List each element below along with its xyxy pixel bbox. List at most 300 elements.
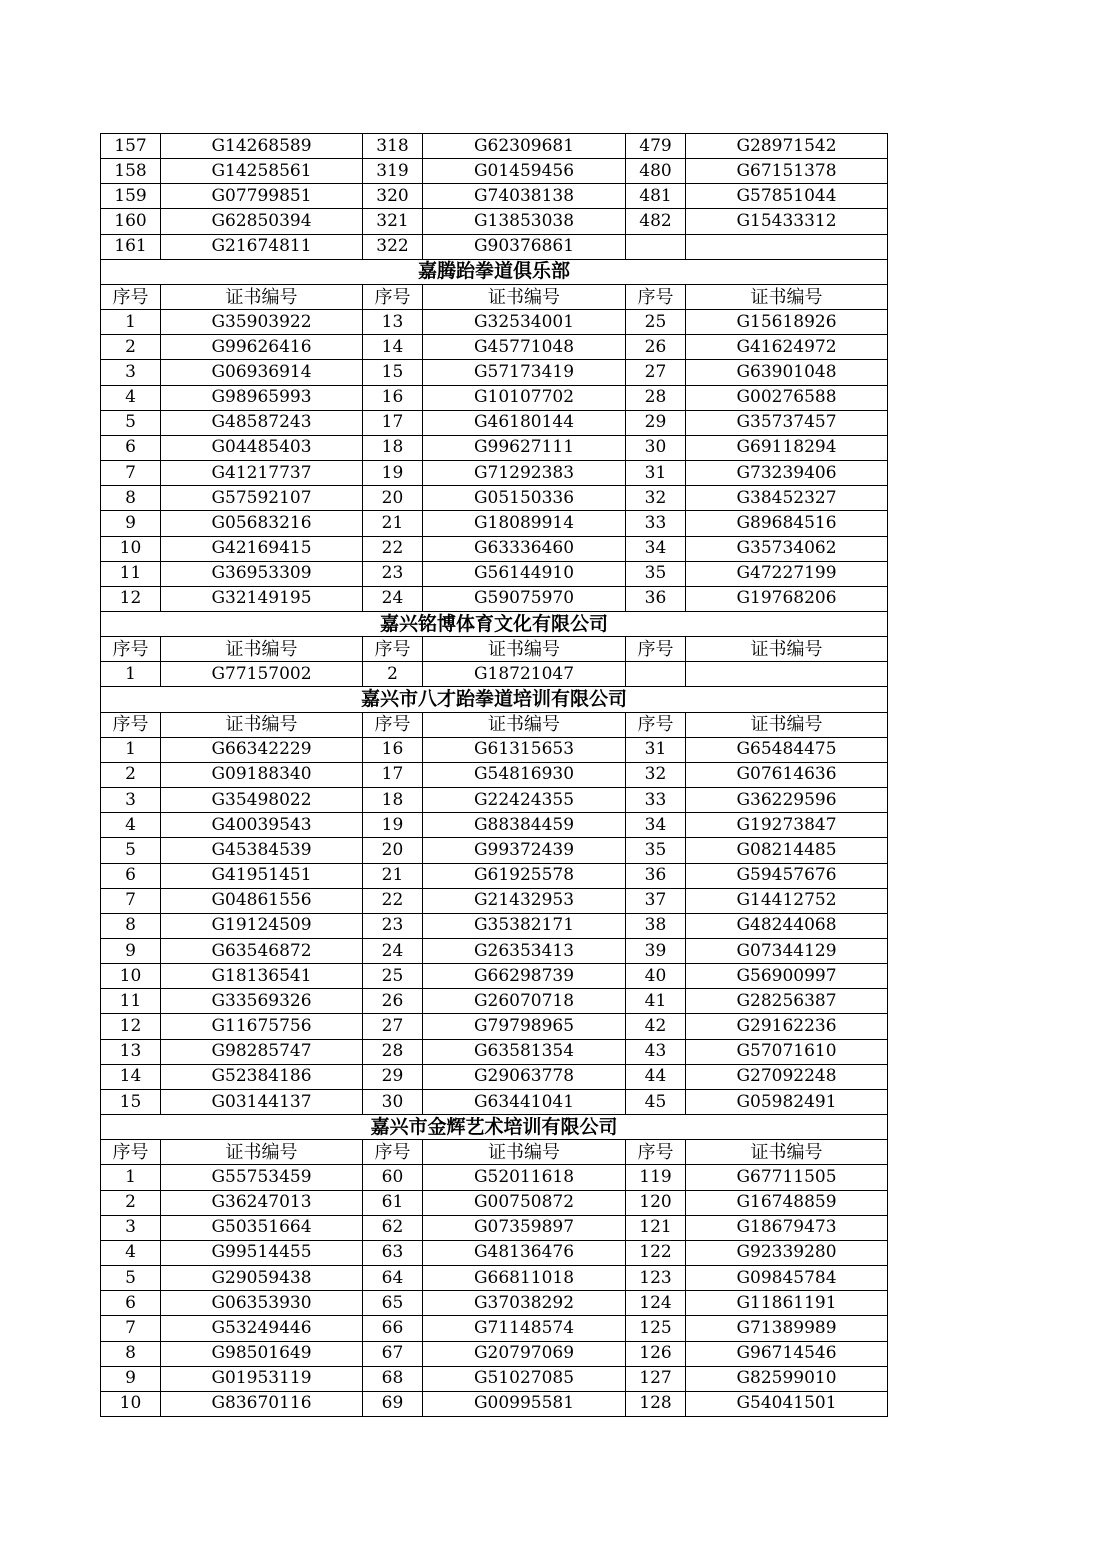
serial-number-cell: 29 xyxy=(626,410,686,435)
serial-number-cell: 37 xyxy=(626,888,686,913)
serial-number-cell: 66 xyxy=(363,1316,423,1341)
header-row xyxy=(101,712,888,737)
certificate-header: 证书编号 xyxy=(686,1140,888,1165)
table-row xyxy=(101,184,888,209)
serial-number-cell: 23 xyxy=(363,561,423,586)
certificate-number-cell: G08214485 xyxy=(686,838,888,863)
table-row xyxy=(101,939,888,964)
serial-number-cell: 9 xyxy=(101,1366,161,1391)
certificate-number-cell: G54041501 xyxy=(686,1391,888,1416)
serial-number-cell: 25 xyxy=(626,310,686,335)
serial-number-cell: 27 xyxy=(363,1014,423,1039)
certificate-number-cell: G59075970 xyxy=(423,586,626,611)
serial-number-cell: 11 xyxy=(101,561,161,586)
certificate-number-cell: G19273847 xyxy=(686,813,888,838)
serial-number-cell: 11 xyxy=(101,989,161,1014)
serial-number-cell: 36 xyxy=(626,586,686,611)
serial-number-cell: 120 xyxy=(626,1190,686,1215)
certificate-number-cell: G18679473 xyxy=(686,1215,888,1240)
serial-number-cell: 127 xyxy=(626,1366,686,1391)
serial-number-cell: 157 xyxy=(101,134,161,159)
serial-number-cell: 24 xyxy=(363,939,423,964)
certificate-number-cell: G98965993 xyxy=(161,385,363,410)
certificate-number-cell: G33569326 xyxy=(161,989,363,1014)
certificate-number-cell: G71389989 xyxy=(686,1316,888,1341)
serial-number-cell: 23 xyxy=(363,913,423,938)
certificate-number-cell: G54816930 xyxy=(423,762,626,787)
serial-number-cell: 41 xyxy=(626,989,686,1014)
serial-header: 序号 xyxy=(626,637,686,662)
certificate-number-cell: G21674811 xyxy=(161,234,363,259)
serial-number-cell: 34 xyxy=(626,536,686,561)
serial-number-cell: 158 xyxy=(101,159,161,184)
serial-number-cell: 5 xyxy=(101,1266,161,1291)
certificate-number-cell: G07344129 xyxy=(686,939,888,964)
table-row xyxy=(101,486,888,511)
serial-number-cell: 32 xyxy=(626,762,686,787)
certificate-number-cell: G45384539 xyxy=(161,838,363,863)
certificate-number-cell: G40039543 xyxy=(161,813,363,838)
serial-number-cell: 322 xyxy=(363,234,423,259)
serial-number-cell: 121 xyxy=(626,1215,686,1240)
certificate-number-cell: G28256387 xyxy=(686,989,888,1014)
serial-number-cell: 13 xyxy=(101,1039,161,1064)
serial-header: 序号 xyxy=(626,1140,686,1165)
certificate-number-cell: G57592107 xyxy=(161,486,363,511)
serial-number-cell: 17 xyxy=(363,410,423,435)
serial-number-cell: 4 xyxy=(101,813,161,838)
serial-number-cell: 10 xyxy=(101,1391,161,1416)
certificate-number-cell: G63441041 xyxy=(423,1089,626,1114)
certificate-number-cell: G88384459 xyxy=(423,813,626,838)
table-row xyxy=(101,536,888,561)
serial-number-cell: 482 xyxy=(626,209,686,234)
serial-number-cell: 30 xyxy=(626,435,686,460)
certificate-header: 证书编号 xyxy=(161,637,363,662)
serial-number-cell: 25 xyxy=(363,964,423,989)
serial-number-cell: 9 xyxy=(101,511,161,536)
serial-number-cell: 8 xyxy=(101,913,161,938)
serial-number-cell: 38 xyxy=(626,913,686,938)
certificate-number-cell: G11675756 xyxy=(161,1014,363,1039)
serial-number-cell: 159 xyxy=(101,184,161,209)
certificate-number-cell: G42169415 xyxy=(161,536,363,561)
certificate-number-cell: G67711505 xyxy=(686,1165,888,1190)
certificate-number-cell: G71292383 xyxy=(423,461,626,486)
certificate-header: 证书编号 xyxy=(423,637,626,662)
certificate-number-cell: G73239406 xyxy=(686,461,888,486)
certificate-number-cell: G67151378 xyxy=(686,159,888,184)
serial-number-cell: 6 xyxy=(101,435,161,460)
serial-number-cell: 1 xyxy=(101,737,161,762)
certificate-number-cell: G05683216 xyxy=(161,511,363,536)
table-row xyxy=(101,335,888,360)
certificate-number-cell xyxy=(686,662,888,687)
certificate-number-cell: G18721047 xyxy=(423,662,626,687)
certificate-number-cell: G18089914 xyxy=(423,511,626,536)
certificate-number-cell: G48587243 xyxy=(161,410,363,435)
certificate-number-cell: G52011618 xyxy=(423,1165,626,1190)
serial-number-cell: 61 xyxy=(363,1190,423,1215)
certificate-number-cell: G92339280 xyxy=(686,1240,888,1265)
header-row xyxy=(101,1140,888,1165)
serial-number-cell: 122 xyxy=(626,1240,686,1265)
certificate-header: 证书编号 xyxy=(423,1140,626,1165)
serial-number-cell: 5 xyxy=(101,410,161,435)
certificate-header: 证书编号 xyxy=(686,637,888,662)
serial-number-cell: 22 xyxy=(363,536,423,561)
certificate-number-cell: G62309681 xyxy=(423,134,626,159)
table-row xyxy=(101,1064,888,1089)
serial-number-cell: 26 xyxy=(363,989,423,1014)
serial-number-cell: 32 xyxy=(626,486,686,511)
certificate-number-cell: G63901048 xyxy=(686,360,888,385)
certificate-number-cell: G19124509 xyxy=(161,913,363,938)
serial-number-cell: 40 xyxy=(626,964,686,989)
serial-number-cell: 22 xyxy=(363,888,423,913)
certificate-number-cell: G61925578 xyxy=(423,863,626,888)
certificate-number-cell xyxy=(686,234,888,259)
certificate-number-cell: G41217737 xyxy=(161,461,363,486)
certificate-number-cell: G15618926 xyxy=(686,310,888,335)
certificate-number-cell: G57173419 xyxy=(423,360,626,385)
certificate-number-cell: G66298739 xyxy=(423,964,626,989)
serial-number-cell: 3 xyxy=(101,1215,161,1240)
certificate-number-cell: G15433312 xyxy=(686,209,888,234)
certificate-number-cell: G66342229 xyxy=(161,737,363,762)
certificate-number-cell: G74038138 xyxy=(423,184,626,209)
serial-number-cell: 2 xyxy=(101,335,161,360)
serial-number-cell: 67 xyxy=(363,1341,423,1366)
certificate-number-cell: G14268589 xyxy=(161,134,363,159)
certificate-number-cell: G47227199 xyxy=(686,561,888,586)
section-title: 嘉兴市八才跆拳道培训有限公司 xyxy=(101,687,888,712)
table-row xyxy=(101,1089,888,1114)
serial-number-cell: 161 xyxy=(101,234,161,259)
table-row xyxy=(101,964,888,989)
certificate-number-cell: G04485403 xyxy=(161,435,363,460)
serial-number-cell: 15 xyxy=(363,360,423,385)
certificate-number-cell: G56144910 xyxy=(423,561,626,586)
serial-number-cell: 42 xyxy=(626,1014,686,1039)
table-row xyxy=(101,234,888,259)
table-row xyxy=(101,561,888,586)
serial-number-cell: 123 xyxy=(626,1266,686,1291)
certificate-table xyxy=(100,133,888,1417)
serial-number-cell: 18 xyxy=(363,435,423,460)
serial-number-cell: 119 xyxy=(626,1165,686,1190)
serial-header: 序号 xyxy=(101,1140,161,1165)
serial-number-cell: 15 xyxy=(101,1089,161,1114)
serial-number-cell: 26 xyxy=(626,335,686,360)
certificate-number-cell: G00750872 xyxy=(423,1190,626,1215)
section-title: 嘉兴铭博体育文化有限公司 xyxy=(101,611,888,636)
table-row xyxy=(101,1391,888,1416)
certificate-header: 证书编号 xyxy=(686,712,888,737)
serial-number-cell: 2 xyxy=(101,1190,161,1215)
serial-number-cell: 68 xyxy=(363,1366,423,1391)
serial-number-cell: 63 xyxy=(363,1240,423,1265)
serial-number-cell: 33 xyxy=(626,788,686,813)
serial-header: 序号 xyxy=(626,284,686,309)
serial-number-cell: 480 xyxy=(626,159,686,184)
table-row xyxy=(101,1341,888,1366)
certificate-number-cell: G36247013 xyxy=(161,1190,363,1215)
table-row xyxy=(101,838,888,863)
certificate-number-cell: G04861556 xyxy=(161,888,363,913)
serial-number-cell: 160 xyxy=(101,209,161,234)
serial-number-cell: 60 xyxy=(363,1165,423,1190)
serial-number-cell: 6 xyxy=(101,1291,161,1316)
certificate-number-cell: G83670116 xyxy=(161,1391,363,1416)
serial-number-cell: 36 xyxy=(626,863,686,888)
serial-number-cell: 321 xyxy=(363,209,423,234)
certificate-number-cell: G36229596 xyxy=(686,788,888,813)
serial-number-cell: 318 xyxy=(363,134,423,159)
serial-number-cell: 124 xyxy=(626,1291,686,1316)
serial-number-cell: 27 xyxy=(626,360,686,385)
serial-number-cell: 10 xyxy=(101,536,161,561)
certificate-number-cell: G61315653 xyxy=(423,737,626,762)
table-row xyxy=(101,1215,888,1240)
serial-number-cell: 6 xyxy=(101,863,161,888)
certificate-number-cell: G01953119 xyxy=(161,1366,363,1391)
certificate-header: 证书编号 xyxy=(161,712,363,737)
serial-number-cell: 35 xyxy=(626,561,686,586)
serial-header: 序号 xyxy=(101,712,161,737)
table-row xyxy=(101,1366,888,1391)
certificate-number-cell: G36953309 xyxy=(161,561,363,586)
certificate-number-cell: G29063778 xyxy=(423,1064,626,1089)
certificate-number-cell: G07359897 xyxy=(423,1215,626,1240)
certificate-number-cell: G57851044 xyxy=(686,184,888,209)
certificate-number-cell: G06936914 xyxy=(161,360,363,385)
certificate-number-cell: G22424355 xyxy=(423,788,626,813)
certificate-number-cell: G26353413 xyxy=(423,939,626,964)
certificate-number-cell: G90376861 xyxy=(423,234,626,259)
serial-number-cell: 3 xyxy=(101,788,161,813)
certificate-number-cell: G13853038 xyxy=(423,209,626,234)
table-row xyxy=(101,1165,888,1190)
serial-number-cell: 62 xyxy=(363,1215,423,1240)
serial-number-cell: 31 xyxy=(626,737,686,762)
certificate-number-cell: G11861191 xyxy=(686,1291,888,1316)
certificate-number-cell: G35382171 xyxy=(423,913,626,938)
certificate-number-cell: G65484475 xyxy=(686,737,888,762)
serial-number-cell: 69 xyxy=(363,1391,423,1416)
serial-number-cell: 28 xyxy=(363,1039,423,1064)
serial-number-cell: 126 xyxy=(626,1341,686,1366)
section-title-row xyxy=(101,259,888,284)
certificate-number-cell: G99627111 xyxy=(423,435,626,460)
serial-number-cell: 1 xyxy=(101,662,161,687)
serial-number-cell: 479 xyxy=(626,134,686,159)
certificate-number-cell: G38452327 xyxy=(686,486,888,511)
table-row xyxy=(101,310,888,335)
certificate-header: 证书编号 xyxy=(423,284,626,309)
serial-number-cell: 31 xyxy=(626,461,686,486)
serial-number-cell: 12 xyxy=(101,586,161,611)
serial-number-cell: 128 xyxy=(626,1391,686,1416)
serial-number-cell: 2 xyxy=(101,762,161,787)
serial-number-cell: 319 xyxy=(363,159,423,184)
certificate-number-cell: G05150336 xyxy=(423,486,626,511)
certificate-header: 证书编号 xyxy=(161,284,363,309)
section-title-row xyxy=(101,687,888,712)
certificate-number-cell: G06353930 xyxy=(161,1291,363,1316)
table-row xyxy=(101,1014,888,1039)
serial-number-cell: 28 xyxy=(626,385,686,410)
serial-number-cell: 34 xyxy=(626,813,686,838)
certificate-number-cell: G96714546 xyxy=(686,1341,888,1366)
serial-number-cell: 13 xyxy=(363,310,423,335)
certificate-header: 证书编号 xyxy=(686,284,888,309)
section-title: 嘉腾跆拳道俱乐部 xyxy=(101,259,888,284)
serial-header: 序号 xyxy=(101,284,161,309)
table-row xyxy=(101,209,888,234)
serial-number-cell: 17 xyxy=(363,762,423,787)
table-row xyxy=(101,888,888,913)
table-row xyxy=(101,762,888,787)
section-title: 嘉兴市金辉艺术培训有限公司 xyxy=(101,1115,888,1140)
serial-number-cell: 3 xyxy=(101,360,161,385)
certificate-number-cell: G07799851 xyxy=(161,184,363,209)
certificate-number-cell: G63546872 xyxy=(161,939,363,964)
serial-number-cell xyxy=(626,234,686,259)
table-row xyxy=(101,989,888,1014)
table-row xyxy=(101,134,888,159)
certificate-number-cell: G18136541 xyxy=(161,964,363,989)
header-row xyxy=(101,284,888,309)
certificate-header: 证书编号 xyxy=(423,712,626,737)
certificate-number-cell: G41951451 xyxy=(161,863,363,888)
table-row xyxy=(101,159,888,184)
certificate-number-cell: G82599010 xyxy=(686,1366,888,1391)
table-row xyxy=(101,1291,888,1316)
certificate-number-cell: G89684516 xyxy=(686,511,888,536)
serial-number-cell: 33 xyxy=(626,511,686,536)
certificate-number-cell: G21432953 xyxy=(423,888,626,913)
certificate-number-cell: G63336460 xyxy=(423,536,626,561)
serial-number-cell: 4 xyxy=(101,385,161,410)
certificate-number-cell: G50351664 xyxy=(161,1215,363,1240)
serial-header: 序号 xyxy=(363,284,423,309)
certificate-number-cell: G48136476 xyxy=(423,1240,626,1265)
table-row xyxy=(101,1240,888,1265)
certificate-number-cell: G00995581 xyxy=(423,1391,626,1416)
serial-number-cell: 8 xyxy=(101,486,161,511)
table-row xyxy=(101,410,888,435)
serial-number-cell: 29 xyxy=(363,1064,423,1089)
certificate-number-cell: G99372439 xyxy=(423,838,626,863)
serial-number-cell: 7 xyxy=(101,461,161,486)
certificate-number-cell: G53249446 xyxy=(161,1316,363,1341)
certificate-number-cell: G66811018 xyxy=(423,1266,626,1291)
serial-number-cell: 12 xyxy=(101,1014,161,1039)
certificate-number-cell: G55753459 xyxy=(161,1165,363,1190)
serial-number-cell: 30 xyxy=(363,1089,423,1114)
header-row xyxy=(101,637,888,662)
serial-number-cell: 21 xyxy=(363,863,423,888)
certificate-number-cell: G51027085 xyxy=(423,1366,626,1391)
serial-header: 序号 xyxy=(363,712,423,737)
certificate-number-cell: G52384186 xyxy=(161,1064,363,1089)
section-title-row xyxy=(101,611,888,636)
certificate-number-cell: G27092248 xyxy=(686,1064,888,1089)
certificate-number-cell: G00276588 xyxy=(686,385,888,410)
serial-number-cell: 1 xyxy=(101,310,161,335)
table-row xyxy=(101,1039,888,1064)
certificate-number-cell: G09845784 xyxy=(686,1266,888,1291)
certificate-number-cell: G09188340 xyxy=(161,762,363,787)
serial-number-cell: 39 xyxy=(626,939,686,964)
certificate-number-cell: G98285747 xyxy=(161,1039,363,1064)
certificate-number-cell: G05982491 xyxy=(686,1089,888,1114)
certificate-number-cell: G77157002 xyxy=(161,662,363,687)
serial-number-cell: 65 xyxy=(363,1291,423,1316)
certificate-number-cell: G79798965 xyxy=(423,1014,626,1039)
certificate-number-cell: G14412752 xyxy=(686,888,888,913)
serial-number-cell: 44 xyxy=(626,1064,686,1089)
serial-number-cell: 45 xyxy=(626,1089,686,1114)
serial-number-cell: 5 xyxy=(101,838,161,863)
certificate-number-cell: G41624972 xyxy=(686,335,888,360)
certificate-table-body xyxy=(101,134,888,1417)
serial-number-cell: 10 xyxy=(101,964,161,989)
serial-header: 序号 xyxy=(363,637,423,662)
serial-number-cell: 8 xyxy=(101,1341,161,1366)
certificate-number-cell: G35737457 xyxy=(686,410,888,435)
table-row xyxy=(101,788,888,813)
table-row xyxy=(101,461,888,486)
certificate-number-cell: G29162236 xyxy=(686,1014,888,1039)
certificate-number-cell: G20797069 xyxy=(423,1341,626,1366)
serial-number-cell: 320 xyxy=(363,184,423,209)
certificate-number-cell: G26070718 xyxy=(423,989,626,1014)
table-row xyxy=(101,435,888,460)
certificate-number-cell: G16748859 xyxy=(686,1190,888,1215)
serial-number-cell: 9 xyxy=(101,939,161,964)
serial-number-cell xyxy=(626,662,686,687)
table-row xyxy=(101,737,888,762)
certificate-number-cell: G01459456 xyxy=(423,159,626,184)
serial-number-cell: 1 xyxy=(101,1165,161,1190)
table-row xyxy=(101,586,888,611)
certificate-number-cell: G46180144 xyxy=(423,410,626,435)
serial-number-cell: 18 xyxy=(363,788,423,813)
certificate-number-cell: G62850394 xyxy=(161,209,363,234)
serial-number-cell: 35 xyxy=(626,838,686,863)
certificate-number-cell: G10107702 xyxy=(423,385,626,410)
table-row xyxy=(101,1190,888,1215)
certificate-number-cell: G14258561 xyxy=(161,159,363,184)
serial-number-cell: 125 xyxy=(626,1316,686,1341)
certificate-number-cell: G56900997 xyxy=(686,964,888,989)
table-row xyxy=(101,813,888,838)
certificate-number-cell: G99514455 xyxy=(161,1240,363,1265)
serial-number-cell: 20 xyxy=(363,486,423,511)
table-row xyxy=(101,1266,888,1291)
serial-number-cell: 16 xyxy=(363,385,423,410)
serial-number-cell: 21 xyxy=(363,511,423,536)
table-row xyxy=(101,511,888,536)
certificate-number-cell: G32149195 xyxy=(161,586,363,611)
certificate-number-cell: G03144137 xyxy=(161,1089,363,1114)
certificate-number-cell: G35903922 xyxy=(161,310,363,335)
serial-number-cell: 14 xyxy=(101,1064,161,1089)
certificate-number-cell: G19768206 xyxy=(686,586,888,611)
serial-header: 序号 xyxy=(101,637,161,662)
